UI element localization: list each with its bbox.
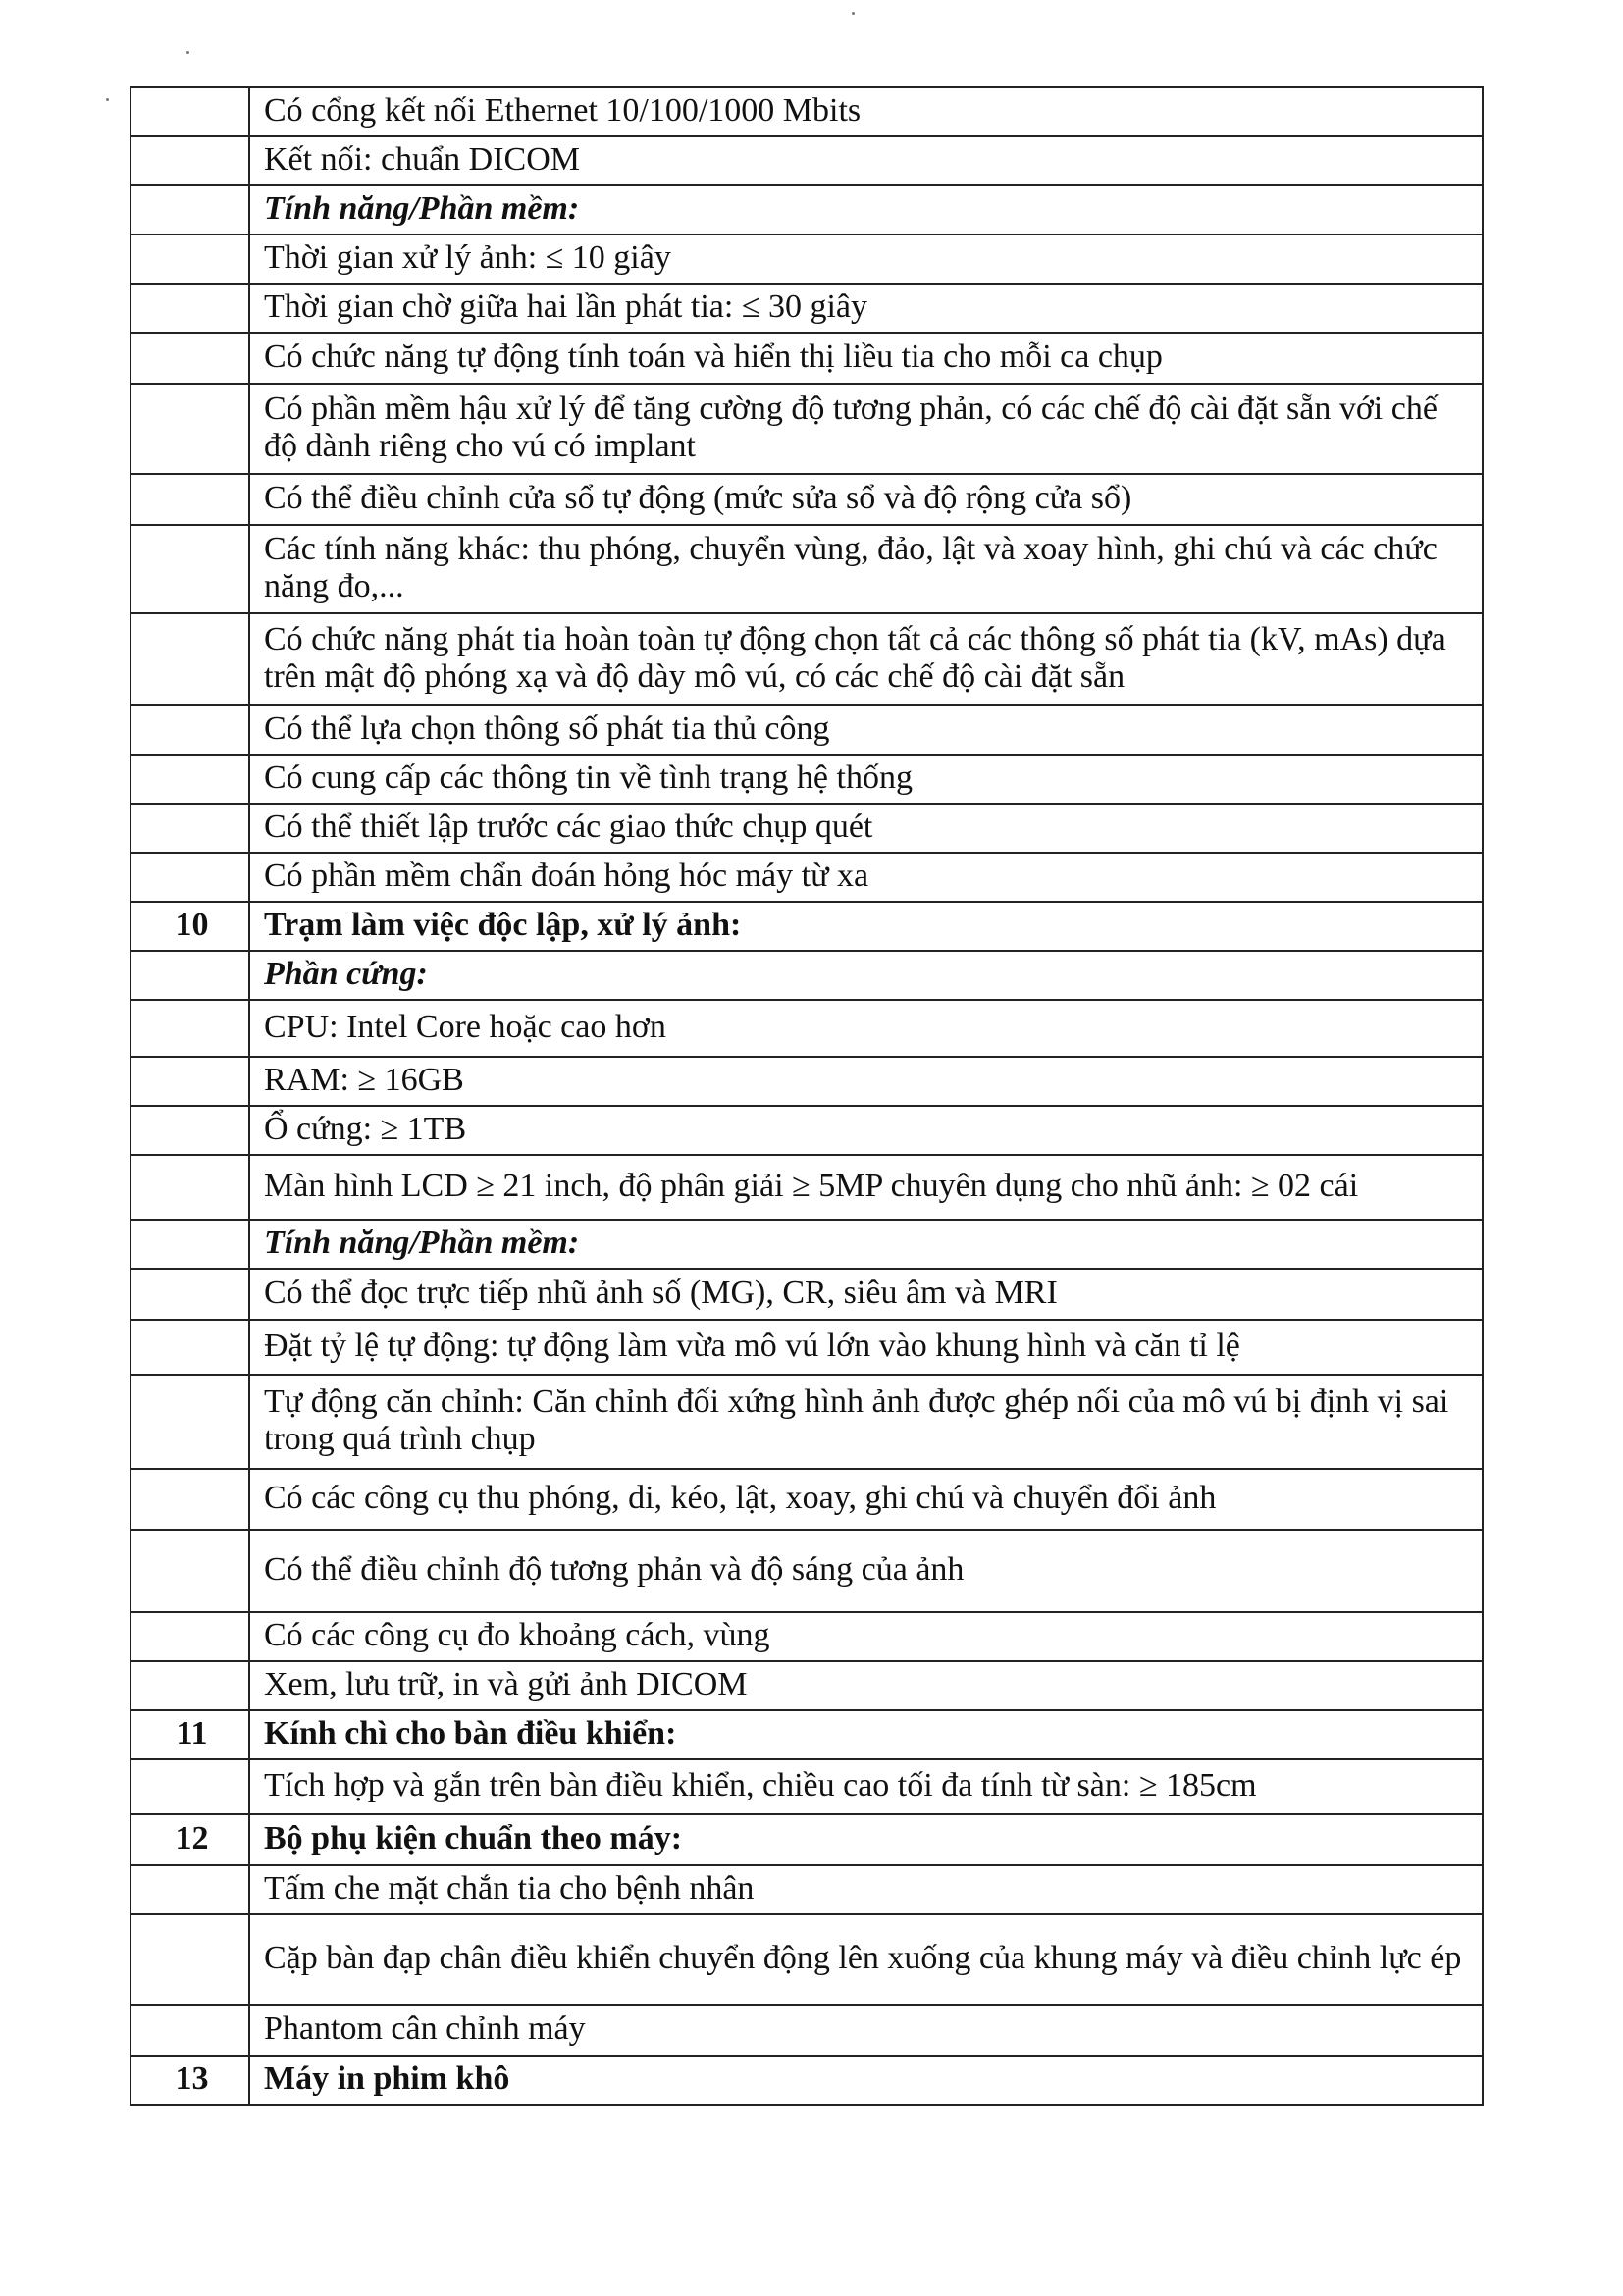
spec-row — [131, 705, 1483, 755]
spec-row — [131, 1320, 1483, 1375]
item-number-cell — [131, 2005, 249, 2056]
spec-text-cell: Thời gian xử lý ảnh: ≤ 10 giây — [249, 235, 1483, 284]
spec-text-cell: Các tính năng khác: thu phóng, chuyển vùng, đảo, lật và xoay hình, ghi chú và các chức năng đo,... — [249, 525, 1483, 613]
item-number-cell — [131, 1375, 249, 1469]
section-title-cell: Máy in phim khô — [249, 2056, 1483, 2105]
section-row-10 — [131, 902, 1483, 951]
item-number-cell — [131, 235, 249, 284]
item-number-cell — [131, 1106, 249, 1155]
item-number-cell — [131, 1155, 249, 1220]
item-number-cell — [131, 1469, 249, 1530]
spec-row — [131, 1000, 1483, 1057]
spec-text-cell: Kết nối: chuẩn DICOM — [249, 136, 1483, 185]
spec-text-cell: Thời gian chờ giữa hai lần phát tia: ≤ 30 giây — [249, 284, 1483, 333]
item-number-cell — [131, 853, 249, 902]
spec-text-cell: Ổ cứng: ≥ 1TB — [249, 1106, 1483, 1155]
item-number-cell — [131, 1530, 249, 1612]
spec-row — [131, 1914, 1483, 2005]
item-number-cell — [131, 525, 249, 613]
item-number-cell — [131, 1000, 249, 1057]
item-number-cell: 10 — [131, 902, 249, 951]
subsection-title-cell: Phần cứng: — [249, 951, 1483, 1000]
spec-text-cell: Tấm che mặt chắn tia cho bệnh nhân — [249, 1865, 1483, 1914]
item-number-cell — [131, 951, 249, 1000]
subsection-title-cell: Tính năng/Phần mềm: — [249, 1220, 1483, 1269]
section-title-cell: Trạm làm việc độc lập, xử lý ảnh: — [249, 902, 1483, 951]
spec-text-cell: Tự động căn chỉnh: Căn chỉnh đối xứng hình ảnh được ghép nối của mô vú bị định vị sai trong quá trình chụp — [249, 1375, 1483, 1469]
spec-row — [131, 2005, 1483, 2056]
spec-row — [131, 853, 1483, 902]
spec-text-cell: CPU: Intel Core hoặc cao hơn — [249, 1000, 1483, 1057]
item-number-cell — [131, 185, 249, 235]
spec-row — [131, 474, 1483, 525]
spec-text-cell: Có thể đọc trực tiếp nhũ ảnh số (MG), CR, siêu âm và MRI — [249, 1269, 1483, 1320]
spec-row — [131, 87, 1483, 136]
item-number-cell — [131, 804, 249, 853]
item-number-cell — [131, 136, 249, 185]
item-number-cell — [131, 333, 249, 384]
spec-row — [131, 613, 1483, 705]
item-number-cell — [131, 1220, 249, 1269]
section-title-cell: Kính chì cho bàn điều khiển: — [249, 1710, 1483, 1759]
spec-text-cell: Có các công cụ thu phóng, di, kéo, lật, xoay, ghi chú và chuyển đổi ảnh — [249, 1469, 1483, 1530]
spec-text-cell: Màn hình LCD ≥ 21 inch, độ phân giải ≥ 5MP chuyên dụng cho nhũ ảnh: ≥ 02 cái — [249, 1155, 1483, 1220]
spec-text-cell: RAM: ≥ 16GB — [249, 1057, 1483, 1106]
spec-row — [131, 1375, 1483, 1469]
spec-text-cell: Có chức năng phát tia hoàn toàn tự động chọn tất cả các thông số phát tia (kV, mAs) dựa trên mật độ phóng xạ và độ dày mô vú, có các chế độ cài đặt sẵn — [249, 613, 1483, 705]
item-number-cell: 11 — [131, 1710, 249, 1759]
subsection-title-cell: Tính năng/Phần mềm: — [249, 185, 1483, 235]
item-number-cell — [131, 1865, 249, 1914]
spec-row — [131, 1661, 1483, 1710]
item-number-cell — [131, 1269, 249, 1320]
section-title-cell: Bộ phụ kiện chuẩn theo máy: — [249, 1814, 1483, 1865]
spec-row — [131, 1865, 1483, 1914]
spec-text-cell: Có phần mềm chẩn đoán hỏng hóc máy từ xa — [249, 853, 1483, 902]
spec-text-cell: Phantom cân chỉnh máy — [249, 2005, 1483, 2056]
spec-text-cell: Có chức năng tự động tính toán và hiển thị liều tia cho mỗi ca chụp — [249, 333, 1483, 384]
spec-text-cell: Có các công cụ đo khoảng cách, vùng — [249, 1612, 1483, 1661]
item-number-cell — [131, 1057, 249, 1106]
spec-row — [131, 1612, 1483, 1661]
spec-row — [131, 1469, 1483, 1530]
spec-text-cell: Có cung cấp các thông tin về tình trạng hệ thống — [249, 755, 1483, 804]
item-number-cell — [131, 755, 249, 804]
spec-row — [131, 284, 1483, 333]
scan-speck — [852, 12, 855, 15]
spec-text-cell: Có cổng kết nối Ethernet 10/100/1000 Mbits — [249, 87, 1483, 136]
item-number-cell — [131, 1759, 249, 1814]
section-row-11 — [131, 1710, 1483, 1759]
spec-row — [131, 1155, 1483, 1220]
item-number-cell — [131, 613, 249, 705]
item-number-cell — [131, 284, 249, 333]
spec-row — [131, 1759, 1483, 1814]
spec-text-cell: Có thể điều chỉnh độ tương phản và độ sáng của ảnh — [249, 1530, 1483, 1612]
specification-table-body — [131, 87, 1483, 2105]
item-number-cell — [131, 1661, 249, 1710]
spec-row — [131, 1106, 1483, 1155]
spec-row — [131, 384, 1483, 474]
spec-row — [131, 951, 1483, 1000]
spec-row — [131, 1220, 1483, 1269]
item-number-cell — [131, 1320, 249, 1375]
section-row-13 — [131, 2056, 1483, 2105]
spec-text-cell: Đặt tỷ lệ tự động: tự động làm vừa mô vú lớn vào khung hình và căn tỉ lệ — [249, 1320, 1483, 1375]
spec-row — [131, 333, 1483, 384]
scan-speck — [186, 51, 189, 54]
item-number-cell — [131, 1914, 249, 2005]
scan-speck — [106, 98, 109, 101]
spec-text-cell: Có thể điều chỉnh cửa sổ tự động (mức sửa sổ và độ rộng cửa sổ) — [249, 474, 1483, 525]
spec-row — [131, 136, 1483, 185]
item-number-cell: 13 — [131, 2056, 249, 2105]
spec-text-cell: Cặp bàn đạp chân điều khiển chuyển động lên xuống của khung máy và điều chỉnh lực ép — [249, 1914, 1483, 2005]
item-number-cell — [131, 705, 249, 755]
item-number-cell — [131, 474, 249, 525]
item-number-cell — [131, 87, 249, 136]
spec-row — [131, 525, 1483, 613]
spec-row — [131, 235, 1483, 284]
spec-text-cell: Có thể lựa chọn thông số phát tia thủ công — [249, 705, 1483, 755]
spec-row — [131, 1530, 1483, 1612]
item-number-cell — [131, 384, 249, 474]
item-number-cell — [131, 1612, 249, 1661]
spec-text-cell: Xem, lưu trữ, in và gửi ảnh DICOM — [249, 1661, 1483, 1710]
spec-row — [131, 1057, 1483, 1106]
spec-row — [131, 1269, 1483, 1320]
spec-text-cell: Tích hợp và gắn trên bàn điều khiển, chiều cao tối đa tính từ sàn: ≥ 185cm — [249, 1759, 1483, 1814]
spec-text-cell: Có thể thiết lập trước các giao thức chụp quét — [249, 804, 1483, 853]
spec-text-cell: Có phần mềm hậu xử lý để tăng cường độ tương phản, có các chế độ cài đặt sẵn với chế độ dành riêng cho vú có implant — [249, 384, 1483, 474]
spec-row — [131, 755, 1483, 804]
spec-row — [131, 804, 1483, 853]
spec-row — [131, 185, 1483, 235]
specification-table — [130, 86, 1484, 2106]
section-row-12 — [131, 1814, 1483, 1865]
item-number-cell: 12 — [131, 1814, 249, 1865]
